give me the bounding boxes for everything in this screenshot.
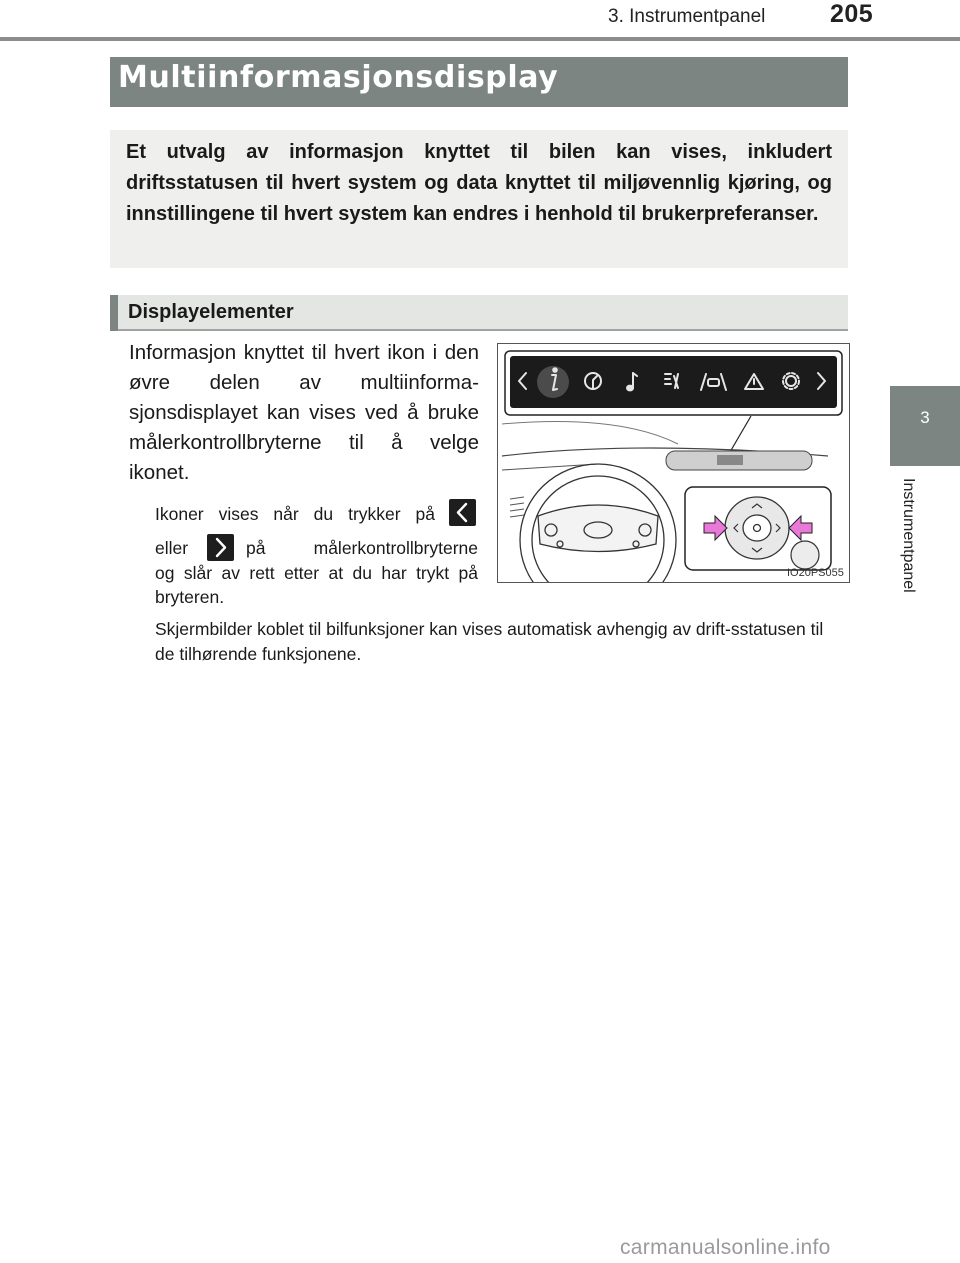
chapter-label-text: Instrumentpanel xyxy=(900,478,917,593)
illustration-code: IO20PS055 xyxy=(787,567,844,579)
chevron-left-button-icon xyxy=(449,499,476,526)
dashboard-illustration xyxy=(497,343,850,583)
chapter-label xyxy=(895,478,923,620)
note1-line2-tail: på målerkontrollbryterne xyxy=(246,538,478,558)
note1-line1: Ikoner vises når du trykker på xyxy=(155,504,435,524)
dashboard-drawing xyxy=(498,344,849,582)
header-section-title: 3. Instrumentpanel xyxy=(608,6,766,27)
note1-line3: og slår av rett etter at du har trykt på bryteren. xyxy=(155,563,478,607)
note2: Skjermbilder koblet til bilfunksjoner kan vises automatisk avhengig av drift-sstatusen til de tilhørende funksjonene. xyxy=(155,619,824,664)
main-paragraph: Informasjon knyttet til hvert ikon i den øvre delen av multiinforma-sjonsdisplayet kan vises ved å bruke målerkontrollbryterne til å velge ikonet. xyxy=(129,341,479,484)
page-number: 205 xyxy=(830,0,874,28)
section-heading-accent xyxy=(110,295,118,331)
intro-text: Et utvalg av informasjon knyttet til bilen kan vises, inkludert driftsstatusen til hvert system og data knyttet til miljøvennlig kjøring, og innstillingene til hvert system kan endres i henhold til brukerpreferanser. xyxy=(126,141,832,225)
note1-or: eller xyxy=(155,538,189,558)
section-heading: Displayelementer xyxy=(128,301,294,323)
chevron-right-icon xyxy=(207,534,234,561)
chapter-number: 3 xyxy=(920,408,930,427)
chevron-right-button-icon xyxy=(207,534,234,561)
footer-watermark: carmanualsonline.info xyxy=(620,1236,831,1259)
chevron-left-icon xyxy=(449,499,476,526)
header-rule xyxy=(0,37,960,41)
page-title: Multiinformasjonsdisplay xyxy=(118,60,559,95)
